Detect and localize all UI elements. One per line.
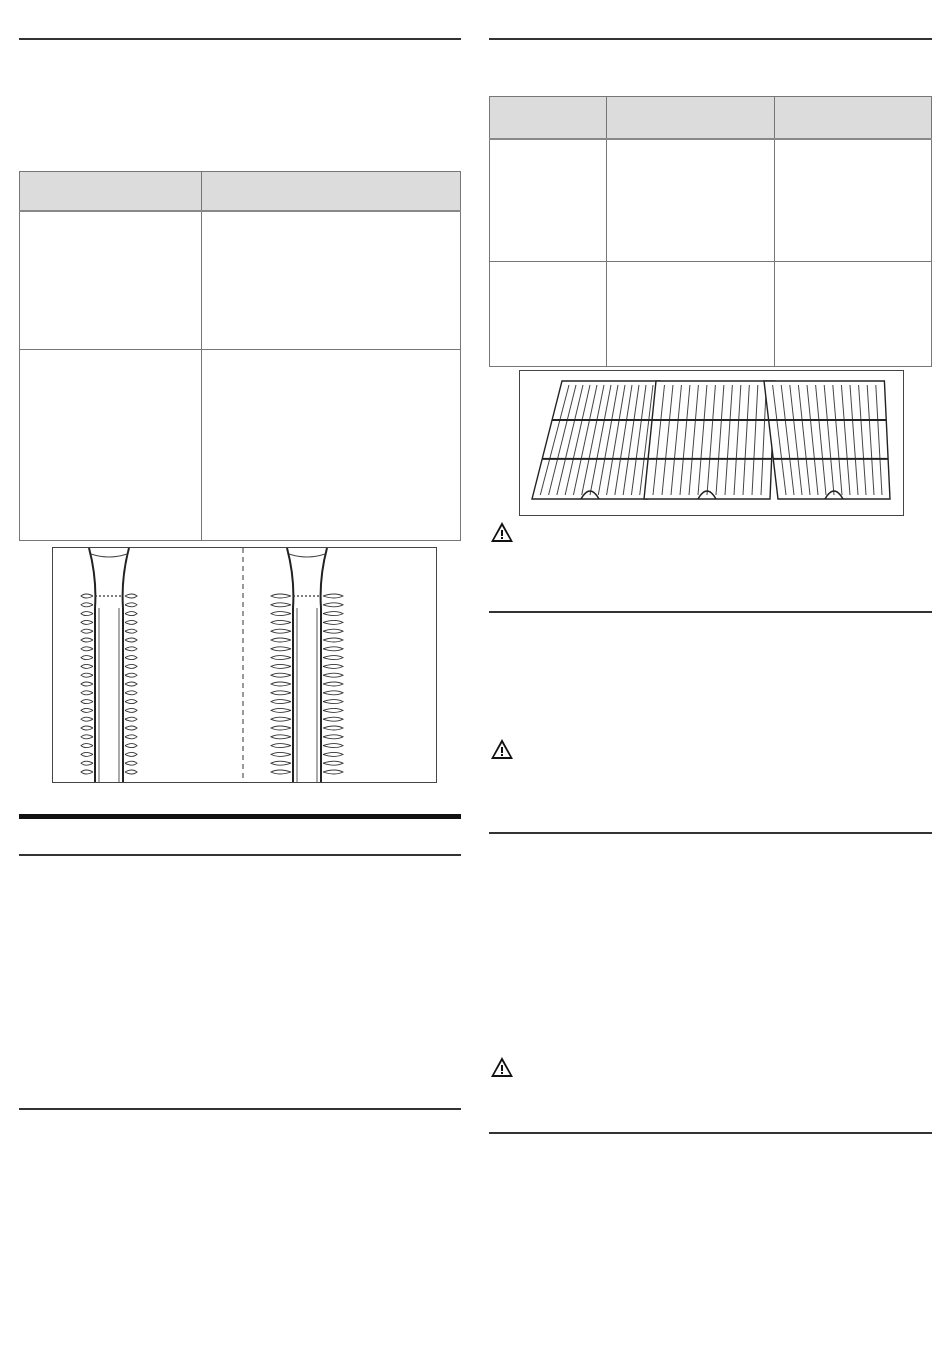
table-a-cell [202, 211, 461, 350]
burner-right [271, 548, 343, 782]
section-rule-top-left [19, 38, 461, 40]
burner-port [125, 638, 137, 642]
burner-port [125, 656, 137, 660]
burner-port [271, 656, 291, 660]
burner-port [271, 744, 291, 748]
burner-port [125, 708, 137, 712]
table-a-cell [20, 350, 202, 541]
burner-port [81, 673, 93, 677]
table-row [20, 211, 461, 350]
burner-port [125, 603, 137, 607]
burner-port [323, 708, 343, 712]
burner-port [323, 664, 343, 668]
burner-port [323, 726, 343, 730]
burner-port [81, 726, 93, 730]
section-rule-thick [19, 814, 461, 819]
burner-tubes-diagram [52, 547, 437, 783]
burner-port [271, 673, 291, 677]
burner-port [81, 761, 93, 765]
burner-port [81, 629, 93, 633]
burner-port [125, 761, 137, 765]
table-a [19, 171, 461, 541]
burner-port [271, 726, 291, 730]
table-a-header-1 [20, 172, 202, 211]
burner-port [81, 717, 93, 721]
burner-port [271, 620, 291, 624]
burner-port [125, 620, 137, 624]
warning-triangle-icon [490, 738, 514, 760]
burner-port [271, 752, 291, 756]
burner-port [81, 735, 93, 739]
burner-port [271, 761, 291, 765]
burner-port [271, 629, 291, 633]
burner-port [271, 735, 291, 739]
burner-port [323, 700, 343, 704]
burner-port [125, 726, 137, 730]
burner-port [323, 691, 343, 695]
burner-port [271, 612, 291, 616]
grate [532, 381, 660, 499]
burner-port [271, 682, 291, 686]
burner-port [323, 656, 343, 660]
burner-port [271, 770, 291, 774]
burner-port [323, 647, 343, 651]
table-b [489, 96, 932, 367]
section-rule-top-right [489, 38, 932, 40]
burner-port [125, 673, 137, 677]
burner-port [323, 620, 343, 624]
burner-port [271, 594, 291, 598]
burner-port [125, 664, 137, 668]
table-b-cell [490, 262, 607, 367]
table-b-cell [607, 262, 775, 367]
burner-port [81, 682, 93, 686]
burner-port [323, 761, 343, 765]
burner-port [271, 647, 291, 651]
burner-port [81, 656, 93, 660]
section-rule-sub [19, 854, 461, 856]
burner-port [323, 744, 343, 748]
table-row [20, 350, 461, 541]
burner-port [81, 620, 93, 624]
table-b-header-1 [490, 97, 607, 139]
burner-port [81, 612, 93, 616]
table-a-header-2 [202, 172, 461, 211]
burner-port [271, 603, 291, 607]
burner-port [81, 603, 93, 607]
table-row [490, 139, 932, 262]
burner-port [271, 691, 291, 695]
burner-port [271, 638, 291, 642]
table-b-cell [607, 139, 775, 262]
burner-tubes-icon [53, 548, 436, 782]
burner-port [323, 673, 343, 677]
table-a-cell [202, 350, 461, 541]
table-b-cell [775, 262, 932, 367]
cooking-grates-icon [520, 371, 903, 515]
burner-port [125, 735, 137, 739]
table-b-header-3 [775, 97, 932, 139]
burner-port [81, 664, 93, 668]
burner-port [81, 770, 93, 774]
burner-port [323, 682, 343, 686]
ports-left [81, 594, 137, 774]
table-b-cell [775, 139, 932, 262]
burner-port [323, 735, 343, 739]
burner-port [271, 664, 291, 668]
burner-port [323, 603, 343, 607]
burner-port [125, 629, 137, 633]
section-rule-bottom-right [489, 1132, 932, 1134]
burner-port [323, 752, 343, 756]
warning-triangle-icon [490, 1056, 514, 1078]
warning-triangle-icon [490, 521, 514, 543]
table-a-cell [20, 211, 202, 350]
burner-port [81, 752, 93, 756]
burner-port [125, 612, 137, 616]
burner-port [323, 717, 343, 721]
burner-port [125, 770, 137, 774]
ports-right [271, 594, 343, 774]
burner-port [125, 700, 137, 704]
burner-port [81, 744, 93, 748]
section-rule-lower-left [19, 1108, 461, 1110]
section-rule-mid-right [489, 611, 932, 613]
burner-port [81, 708, 93, 712]
burner-port [271, 717, 291, 721]
burner-port [323, 594, 343, 598]
burner-port [271, 700, 291, 704]
burner-left [81, 548, 137, 782]
table-b-cell [490, 139, 607, 262]
table-b-header-2 [607, 97, 775, 139]
burner-port [81, 647, 93, 651]
table-row [490, 262, 932, 367]
burner-port [81, 691, 93, 695]
burner-port [323, 638, 343, 642]
burner-port [125, 744, 137, 748]
cooking-grates-illustration [519, 370, 904, 516]
burner-port [323, 629, 343, 633]
burner-port [125, 752, 137, 756]
burner-port [81, 638, 93, 642]
burner-port [323, 612, 343, 616]
section-rule-lower-right [489, 832, 932, 834]
burner-port [271, 708, 291, 712]
burner-port [81, 700, 93, 704]
burner-port [125, 691, 137, 695]
burner-port [125, 682, 137, 686]
burner-port [125, 647, 137, 651]
burner-port [81, 594, 93, 598]
burner-port [125, 717, 137, 721]
burner-port [323, 770, 343, 774]
burner-port [125, 594, 137, 598]
